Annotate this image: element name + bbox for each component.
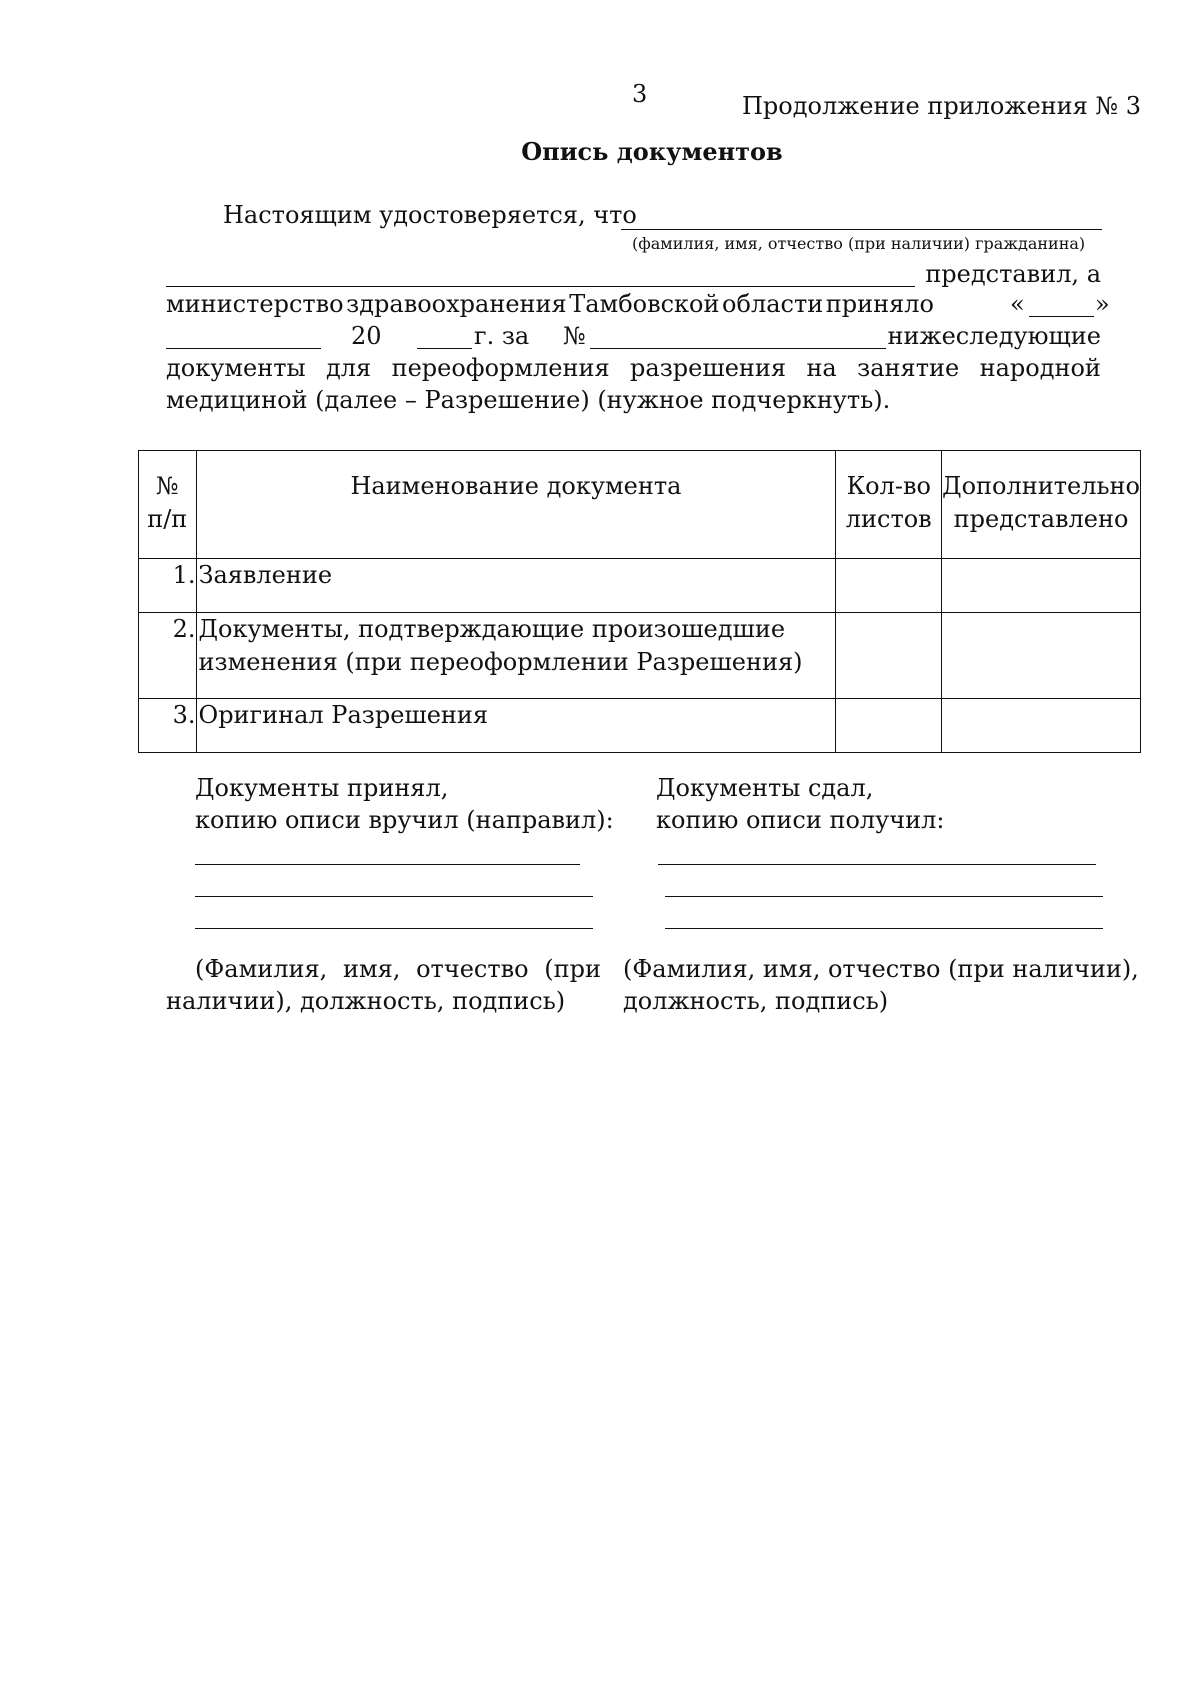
row-number: 1. [139, 559, 197, 613]
row-document-name: Документы, подтверждающие произошедшие изменения (при переоформлении Разрешения) [196, 613, 836, 699]
table-header-row [139, 451, 1141, 559]
quote-close: » [1095, 290, 1110, 318]
year-blank[interactable] [417, 348, 472, 349]
accepter-signature-line-3[interactable] [195, 928, 593, 929]
submitter-caption-line-2: должность, подпись) [623, 987, 889, 1015]
submitter-signature-line-1[interactable] [658, 864, 1096, 865]
intro-line-2-end: представил, а [925, 260, 1101, 288]
row-number: 3. [139, 699, 197, 753]
row-additional-cell[interactable] [942, 699, 1141, 753]
month-blank[interactable] [166, 348, 321, 349]
header-additionally-provided: Дополнительно представлено [942, 451, 1141, 559]
g-za: г. за [474, 322, 530, 350]
header-document-name: Наименование документа [196, 451, 836, 559]
intro-line-6: медициной (далее – Разрешение) (нужное подчеркнуть). [166, 386, 891, 414]
handed-over-label: Документы сдал, [656, 774, 874, 802]
intro-line-1: Настоящим удостоверяется, что [223, 201, 637, 229]
documents-table [138, 450, 1141, 753]
registration-number-blank[interactable] [590, 348, 886, 349]
accepter-signature-line-2[interactable] [195, 896, 593, 897]
row-additional-cell[interactable] [942, 613, 1141, 699]
appendix-label: Продолжение приложения № 3 [742, 92, 1142, 120]
intro-line-5: документы для переоформления разрешения на занятие народной [166, 354, 1101, 382]
row-sheet-count-cell[interactable] [836, 559, 942, 613]
page-number: 3 [632, 80, 648, 108]
accepted-by-label: Документы принял, [195, 774, 449, 802]
copy-handed-label: копию описи вручил (направил): [195, 806, 614, 834]
row-number: 2. [139, 613, 197, 699]
table-row [139, 559, 1141, 613]
row-document-name: Заявление [196, 559, 836, 613]
submitter-caption-line-1: (Фамилия, имя, отчество (при наличии), [623, 955, 1139, 983]
citizen-name-caption: (фамилия, имя, отчество (при наличии) гражданина) [632, 234, 1086, 253]
row-sheet-count-cell[interactable] [836, 699, 942, 753]
table-row [139, 613, 1141, 699]
intro-line-4-end: нижеследующие [887, 322, 1101, 350]
accepter-caption-line-2: наличии), должность, подпись) [166, 987, 566, 1015]
accepter-signature-line-1[interactable] [195, 864, 580, 865]
copy-received-label: копию описи получил: [656, 806, 945, 834]
accepter-caption-line-1: (Фамилия, имя, отчество (при [195, 955, 601, 983]
citizen-name-blank-2[interactable] [166, 286, 915, 287]
row-additional-cell[interactable] [942, 559, 1141, 613]
citizen-name-blank[interactable] [621, 229, 1102, 230]
row-document-name: Оригинал Разрешения [196, 699, 836, 753]
day-blank[interactable] [1029, 316, 1094, 317]
document-title: Опись документов [521, 137, 783, 166]
row-sheet-count-cell[interactable] [836, 613, 942, 699]
quote-open: « [1010, 290, 1025, 318]
header-sheet-count: Кол-во листов [836, 451, 942, 559]
intro-line-3: министерство здравоохранения Тамбовской области приняло [166, 290, 934, 318]
submitter-signature-line-3[interactable] [665, 928, 1103, 929]
number-sign: № [563, 322, 586, 350]
header-number: № п/п [139, 451, 197, 559]
submitter-signature-line-2[interactable] [665, 896, 1103, 897]
table-row [139, 699, 1141, 753]
year-prefix: 20 [351, 322, 382, 350]
